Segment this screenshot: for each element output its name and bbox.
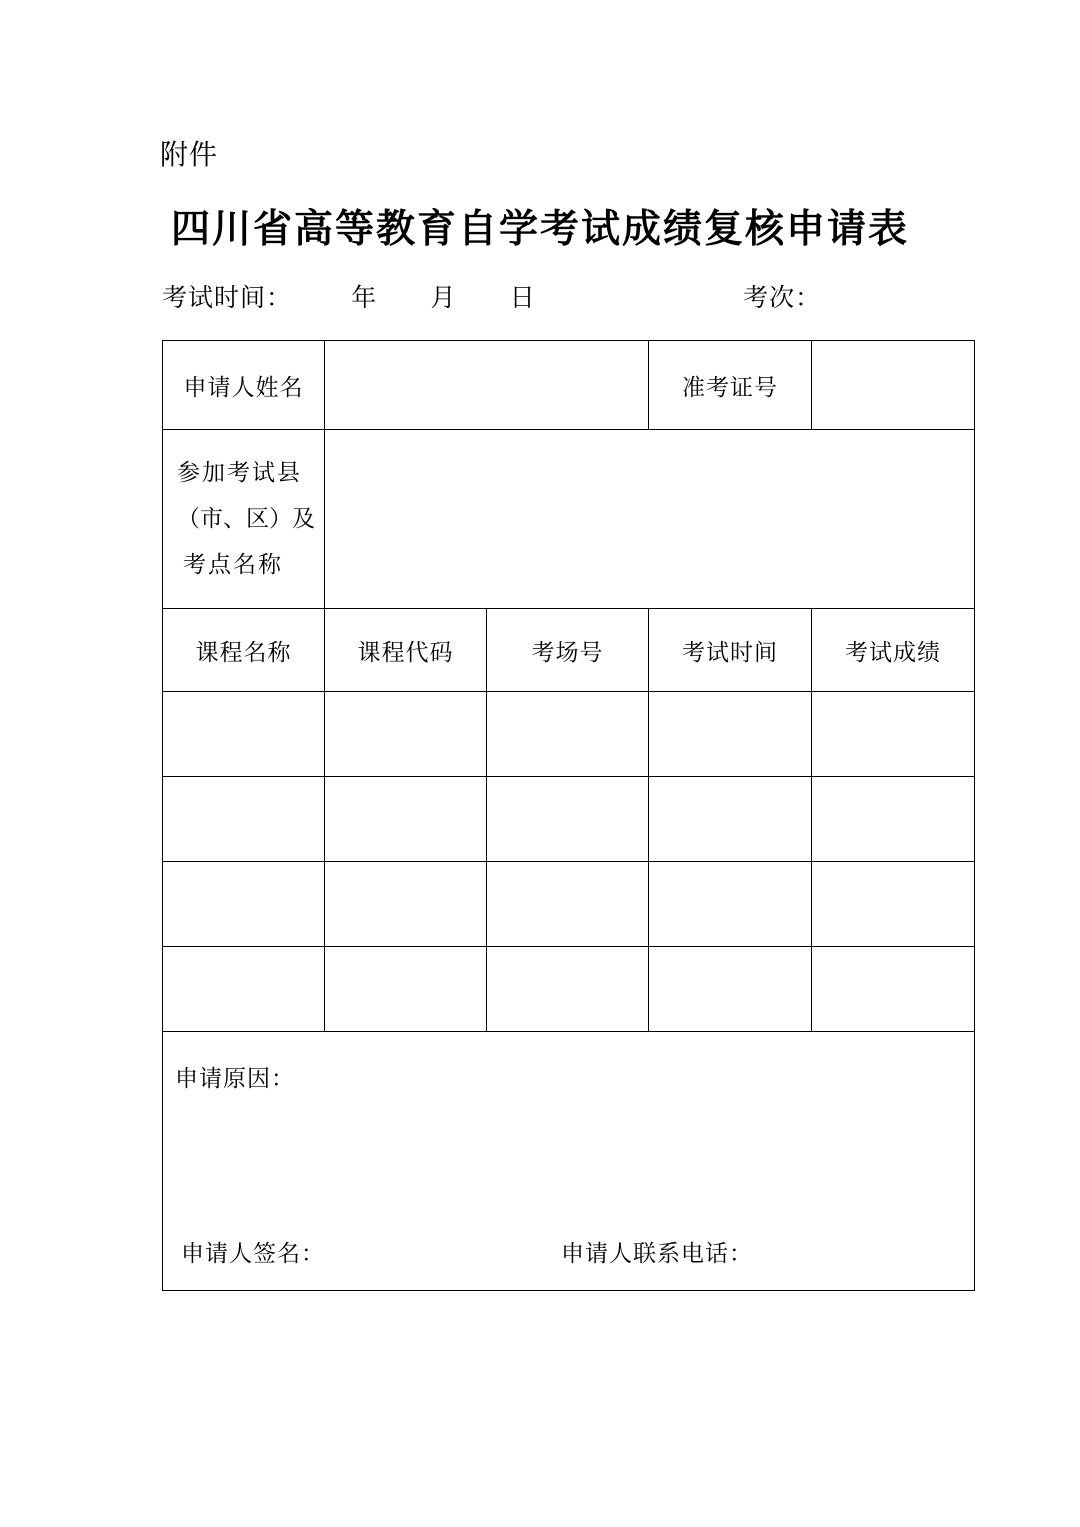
table-row-applicant-name [163, 341, 975, 430]
course-code-cell[interactable] [325, 947, 487, 1032]
table-row [163, 862, 975, 947]
course-name-header: 课程名称 [163, 609, 325, 692]
exam-room-cell[interactable] [487, 947, 649, 1032]
table-row-exam-place [163, 430, 975, 609]
exam-time-cell[interactable] [649, 947, 812, 1032]
attachment-label: 附件 [160, 139, 219, 170]
signature-label: 申请人签名： [181, 1241, 325, 1266]
exam-score-cell[interactable] [812, 692, 975, 777]
day-unit-label: 日 [509, 285, 536, 312]
table-row [163, 947, 975, 1032]
applicant-name-field[interactable] [325, 341, 649, 430]
applicant-name-label: 申请人姓名 [163, 341, 325, 430]
reason-label: 申请原因： [175, 1066, 295, 1091]
year-unit-label: 年 [351, 285, 378, 312]
exam-time-cell[interactable] [649, 862, 812, 947]
exam-score-cell[interactable] [812, 777, 975, 862]
exam-place-label-line2: （市、区）及 [177, 506, 315, 531]
exam-room-cell[interactable] [487, 777, 649, 862]
exam-meta-row [162, 278, 982, 314]
course-code-header: 课程代码 [325, 609, 487, 692]
course-name-cell[interactable] [163, 777, 325, 862]
table-row [163, 777, 975, 862]
course-name-cell[interactable] [163, 692, 325, 777]
exam-time-header: 考试时间 [649, 609, 812, 692]
course-code-cell[interactable] [325, 692, 487, 777]
table-row-reason [163, 1032, 975, 1291]
reason-cell[interactable] [163, 1032, 975, 1291]
exam-room-header: 考场号 [487, 609, 649, 692]
table-row-course-headers [163, 609, 975, 692]
exam-room-cell[interactable] [487, 692, 649, 777]
admission-ticket-field[interactable] [812, 341, 975, 430]
exam-place-label-line3: 考点名称 [183, 552, 283, 577]
admission-ticket-label: 准考证号 [649, 341, 812, 430]
exam-time-cell[interactable] [649, 777, 812, 862]
exam-score-cell[interactable] [812, 862, 975, 947]
application-form-table [162, 340, 975, 1291]
exam-score-cell[interactable] [812, 947, 975, 1032]
session-label: 考次： [743, 285, 822, 312]
exam-time-label: 考试时间： [162, 285, 293, 312]
phone-label: 申请人联系电话： [561, 1241, 753, 1266]
exam-place-label [163, 430, 325, 609]
exam-room-cell[interactable] [487, 862, 649, 947]
table-row [163, 692, 975, 777]
month-unit-label: 月 [430, 285, 457, 312]
course-code-cell[interactable] [325, 862, 487, 947]
course-code-cell[interactable] [325, 777, 487, 862]
exam-score-header: 考试成绩 [812, 609, 975, 692]
exam-place-field[interactable] [325, 430, 975, 609]
course-name-cell[interactable] [163, 947, 325, 1032]
page-title: 四川省高等教育自学考试成绩复核申请表 [170, 208, 909, 251]
course-name-cell[interactable] [163, 862, 325, 947]
exam-time-cell[interactable] [649, 692, 812, 777]
exam-place-label-line1: 参加考试县 [177, 460, 302, 485]
